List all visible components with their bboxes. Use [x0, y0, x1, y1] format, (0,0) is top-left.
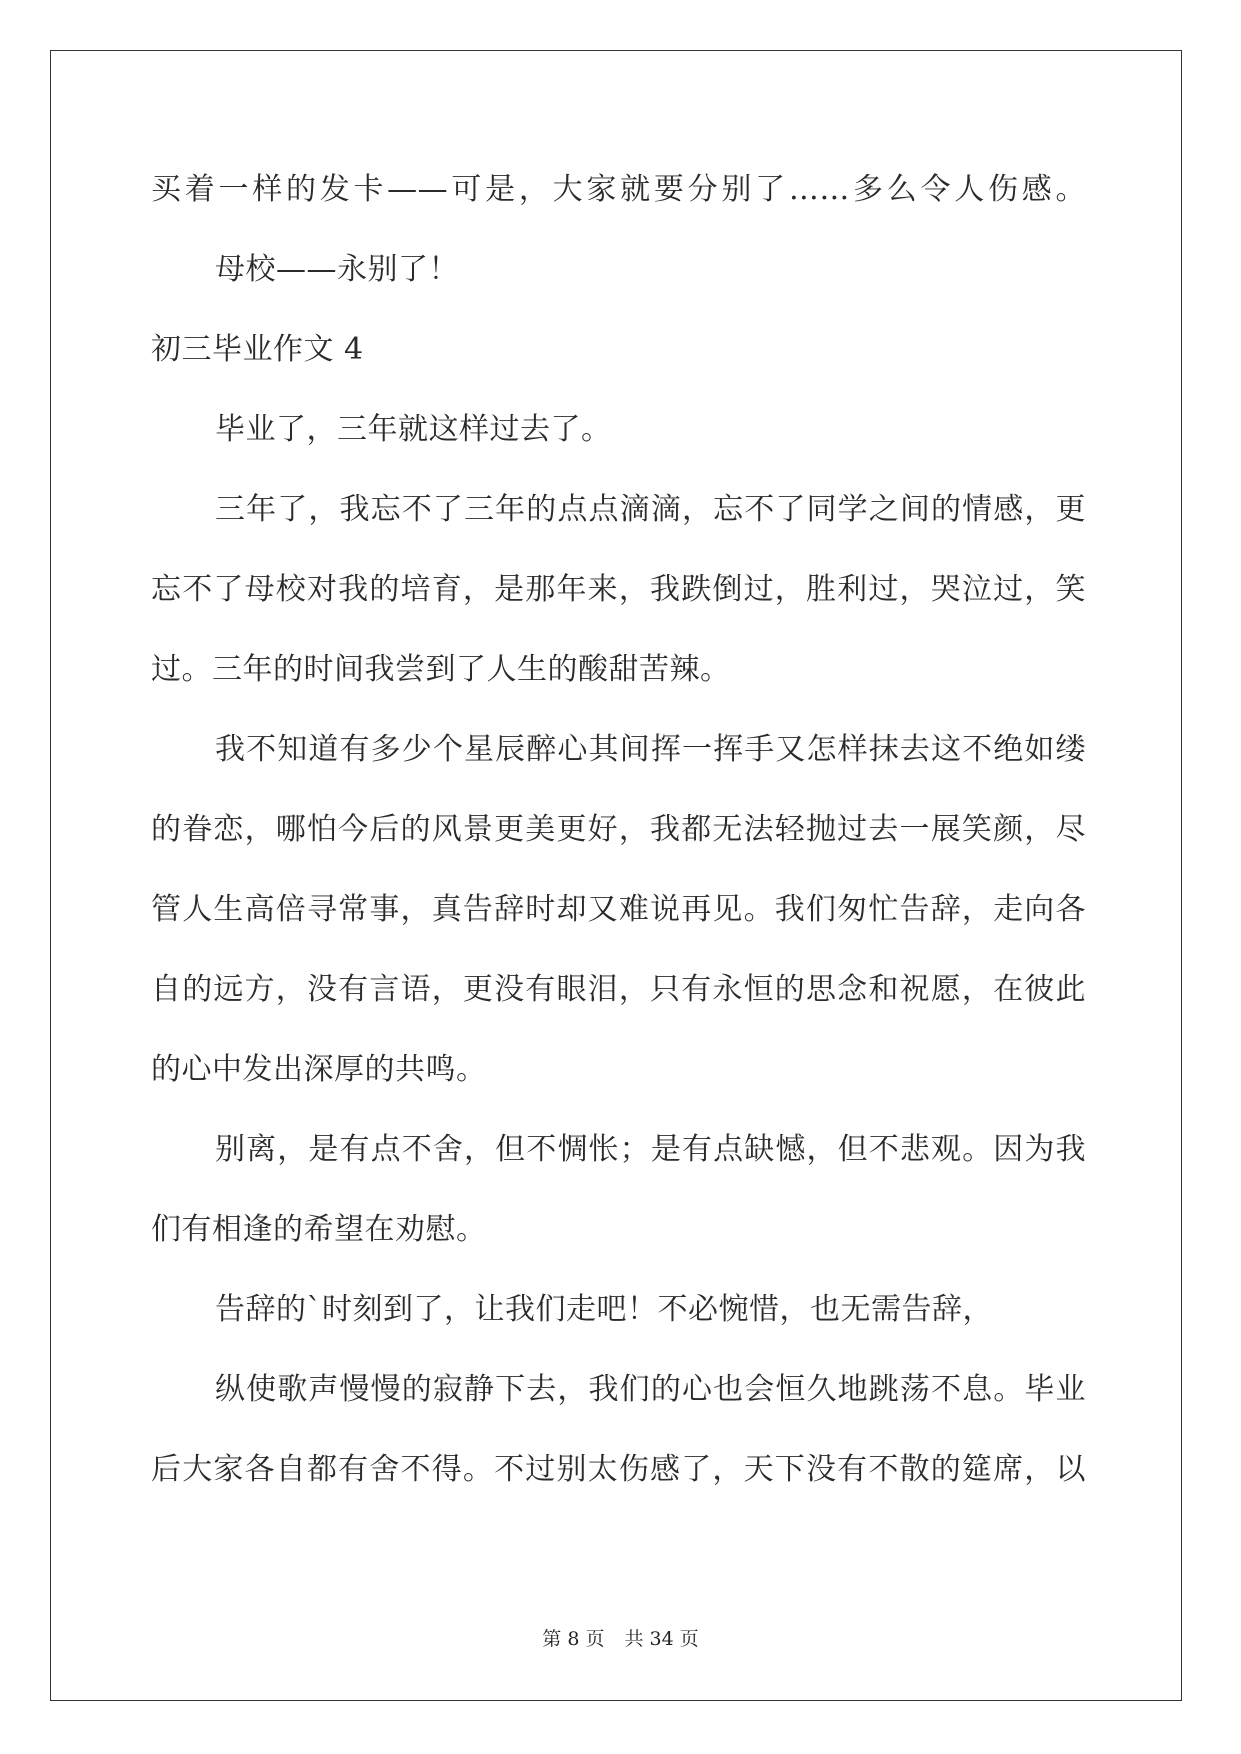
text-line: 我不知道有多少个星辰醉心其间挥一挥手又怎样抹去这不绝如缕 — [215, 732, 1086, 767]
page-total: 共 34 页 — [624, 1628, 699, 1650]
text-line: 们有相逢的希望在劝慰。 — [151, 1212, 487, 1247]
text-line: 过。三年的时间我尝到了人生的酸甜苦辣。 — [151, 652, 731, 687]
section-heading: 初三毕业作文 4 — [151, 332, 364, 367]
text-line: 后大家各自都有舍不得。不过别太伤感了，天下没有不散的筵席，以 — [151, 1452, 1086, 1487]
text-line: 买着一样的发卡——可是，大家就要分别了……多么令人伤感。 — [151, 172, 1086, 207]
text-line: 告辞的`时刻到了，让我们走吧！不必惋惜，也无需告辞， — [215, 1292, 993, 1327]
text-line: 毕业了，三年就这样过去了。 — [215, 412, 612, 447]
page-number: 第 8 页 — [542, 1628, 605, 1650]
text-line: 母校——永别了！ — [215, 252, 459, 287]
text-line: 纵使歌声慢慢的寂静下去，我们的心也会恒久地跳荡不息。毕业 — [215, 1372, 1086, 1407]
text-line: 忘不了母校对我的培育，是那年来，我跌倒过，胜利过，哭泣过，笑 — [151, 572, 1086, 607]
text-line: 的眷恋，哪怕今后的风景更美更好，我都无法轻抛过去一展笑颜，尽 — [151, 812, 1086, 847]
text-line: 管人生高倍寻常事，真告辞时却又难说再见。我们匆忙告辞，走向各 — [151, 892, 1086, 927]
text-line: 自的远方，没有言语，更没有眼泪，只有永恒的思念和祝愿，在彼此 — [151, 972, 1086, 1007]
text-line: 别离，是有点不舍，但不惆怅；是有点缺憾，但不悲观。因为我 — [215, 1132, 1086, 1167]
text-line: 三年了，我忘不了三年的点点滴滴，忘不了同学之间的情感，更 — [215, 492, 1086, 527]
text-line: 的心中发出深厚的共鸣。 — [151, 1052, 487, 1087]
page-footer — [0, 1627, 1241, 1651]
